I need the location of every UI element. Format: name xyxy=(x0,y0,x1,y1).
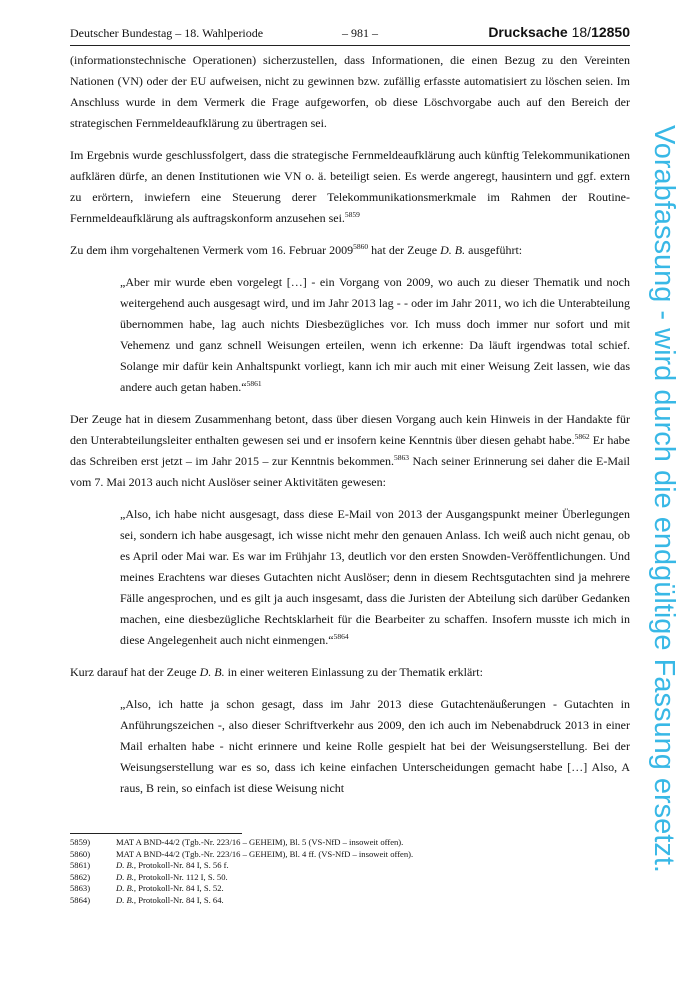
footnote-number: 5861) xyxy=(70,860,91,870)
quote-1-text: „Aber mir wurde eben vorgelegt […] - ein Vorgang von 2009, wo auch zu dieser Thematik und noch weitergehend auch ausgesagt wird, und im Jahr 2013 lag - - oder im Jahr 2011, wo ich die Unterabteilung übernommen habe, lag auch nichts Diesbezügliches vor. Ich muss doch immer nur sofort und mit Vehemenz und ganz schnell Weisungen erteilen, wenn ich erkenne: Da läuft irgendwas total schief. Solange mir dafür kein Anhaltspunkt vorliegt, kann ich mir auch mit einer Weisung Zeit lassen, wie das andere auch getan haben.“ xyxy=(120,275,630,394)
page-number: – 981 – xyxy=(342,26,378,40)
footnote-item xyxy=(70,849,630,861)
footnote-ref-5859[interactable]: 5859 xyxy=(344,210,360,219)
witness-name: D. B. xyxy=(199,665,225,679)
footnote-text: D. B., Protokoll-Nr. 84 I, S. 56 f. xyxy=(116,860,229,870)
document-id: 12850 xyxy=(591,24,630,40)
footnote-text: D. B., Protokoll-Nr. 112 I, S. 50. xyxy=(116,871,228,882)
footnote-number: 5860) xyxy=(70,848,91,859)
paragraph-1 xyxy=(70,50,630,134)
footnote-number: 5859) xyxy=(70,837,91,847)
paragraph-5-text-a: Kurz darauf hat der Zeuge xyxy=(70,665,200,679)
quote-2-text: „Also, ich habe nicht ausgesagt, dass diese E-Mail von 2013 der Ausgangspunkt meiner Überlegungen sei, sondern ich habe ausgesagt, ich wisse nicht mehr den genauen Anlass. Ich weiß auch nicht genau, ob es April oder Mai war. Es war im Frühjahr 13, deutlich vor den ersten Snowden-Veröffentlichungen. Und meines Erachtens war dieses Gutachten nicht Auslöser; denn in diesem Rechtsgutachten sind ja mehrere Fälle angesprochen, und es gilt ja auch insgesamt, dass die Juristen der Abteilung sich darüber Gedanken machen, eine diesbezügliche Rechtsklarheit für die Bearbeiter zu schaffen. Insofern musste ich mich in diese Angelegenheit auch nicht einmengen.“ xyxy=(120,507,630,647)
footnote-rule xyxy=(70,833,242,834)
draft-watermark-text: Vorabfassung - wird durch die endgültige Fassung ersetzt. xyxy=(648,125,680,873)
footnote-text: D. B., Protokoll-Nr. 84 I, S. 64. xyxy=(116,894,224,905)
footnote-text: MAT A BND-44/2 (Tgb.-Nr. 223/16 – GEHEIM), Bl. 4 ff. (VS-NfD – insoweit offen). xyxy=(116,848,414,859)
footnote-ref-5860[interactable]: 5860 xyxy=(353,242,369,251)
footnote-item xyxy=(70,860,630,872)
footnote-item xyxy=(70,895,630,907)
footnote-number: 5862) xyxy=(70,871,91,882)
paragraph-4-text-a: Der Zeuge hat in diesem Zusammenhang betont, dass über diesen Vorgang auch kein Hinweis in der Handakte für den Unterabteilungsleiter enthalten gewesen sei und er insofern keine Kenntnis über diesen gehabt habe. xyxy=(70,412,630,447)
footnote-ref-5861[interactable]: 5861 xyxy=(246,379,262,388)
quote-3-text: „Also, ich hatte ja schon gesagt, dass im Jahr 2013 diese Gutachtenäußerungen - Gutachten in Anführungszeichen -, also dieser Schriftverkehr aus 2009, den ich auch im Nebenabdruck 2013 in einer Mail erhalten habe - nicht erinnere und keine Rolle gespielt hat bei der Weisungserstellung. Bei der Weisungserstellung war es so, dass ich keine einfachen Unterscheidungen gemacht habe […] Also, A raus, B rein, so einfach ist diese Weisung nicht xyxy=(120,697,630,795)
header-parliament-period: Deutscher Bundestag – 18. Wahlperiode xyxy=(70,26,264,40)
footnote-text: MAT A BND-44/2 (Tgb.-Nr. 223/16 – GEHEIM), Bl. 5 (VS-NfD – insoweit offen). xyxy=(116,837,404,847)
document-body xyxy=(70,50,630,810)
footnote-number: 5863) xyxy=(70,883,91,893)
document-label: Drucksache xyxy=(488,24,568,40)
footnote-ref-5863[interactable]: 5863 xyxy=(393,453,409,462)
paragraph-3-text-a: Zu dem ihm vorgehaltenen Vermerk vom 16. Februar 2009 xyxy=(70,243,354,257)
paragraph-5-text-b: in einer weiteren Einlassung zu der Thematik erklärt: xyxy=(224,665,483,679)
paragraph-3 xyxy=(70,240,630,261)
quote-3 xyxy=(120,694,630,799)
footnote-item xyxy=(70,872,630,884)
document-period: 18/ xyxy=(567,24,592,40)
paragraph-1-text: (informationstechnische Operationen) sicherzustellen, dass Informationen, die einen Bezug zu den Vereinten Nationen (VN) oder der EU aufweisen, nicht zu gewinnen bzw. zufällig erfasste automatisiert zu löschen seien. Im Anschluss wurde in dem Vermerk die Frage aufgeworfen, ob diese Löschvorgabe auch auf den Bereich der strategischen Fernmeldeaufklärung zu übertragen sei. xyxy=(70,53,630,130)
draft-watermark xyxy=(646,125,682,873)
paragraph-4 xyxy=(70,409,630,493)
footnote-number: 5864) xyxy=(70,894,91,905)
footnote-item xyxy=(70,837,630,849)
paragraph-3-text-c: ausgeführt: xyxy=(465,243,523,257)
quote-1 xyxy=(120,272,630,398)
header-rule xyxy=(70,45,630,46)
footnote-ref-5862[interactable]: 5862 xyxy=(574,432,590,441)
footnote-item xyxy=(70,883,630,895)
witness-name: D. B. xyxy=(440,243,466,257)
footnotes xyxy=(70,837,630,906)
footnote-text: D. B., Protokoll-Nr. 84 I, S. 52. xyxy=(116,883,224,893)
page-header xyxy=(70,24,630,44)
paragraph-4-text-b: Er habe das Schreiben erst jetzt – im Jahr 2015 – zur Kenntnis bekommen. xyxy=(70,433,630,468)
document-number xyxy=(488,24,630,40)
paragraph-2 xyxy=(70,145,630,229)
paragraph-3-text-b: hat der Zeuge xyxy=(368,243,441,257)
paragraph-4-text-c: Nach seiner Erinnerung sei daher die E-Mail vom 7. Mai 2013 auch nicht Auslöser seiner Aktivitäten gewesen: xyxy=(70,454,630,489)
paragraph-2-text: Im Ergebnis wurde geschlussfolgert, dass die strategische Fernmeldeaufklärung auch künftig Telekommunikationen aufklären dürfe, an denen Institutionen wie VN o. ä. beteiligt seien. Es werde angeregt, hausintern und ggf. extern zu erörtern, inwiefern eine Steuerung derer Telekommunikationsmerkmale im Rahmen der Routine-Fernmeldeaufklärung als auftragskonform anzusehen sei. xyxy=(70,148,630,225)
quote-2 xyxy=(120,504,630,651)
footnote-ref-5864[interactable]: 5864 xyxy=(333,632,349,641)
paragraph-5 xyxy=(70,662,630,683)
